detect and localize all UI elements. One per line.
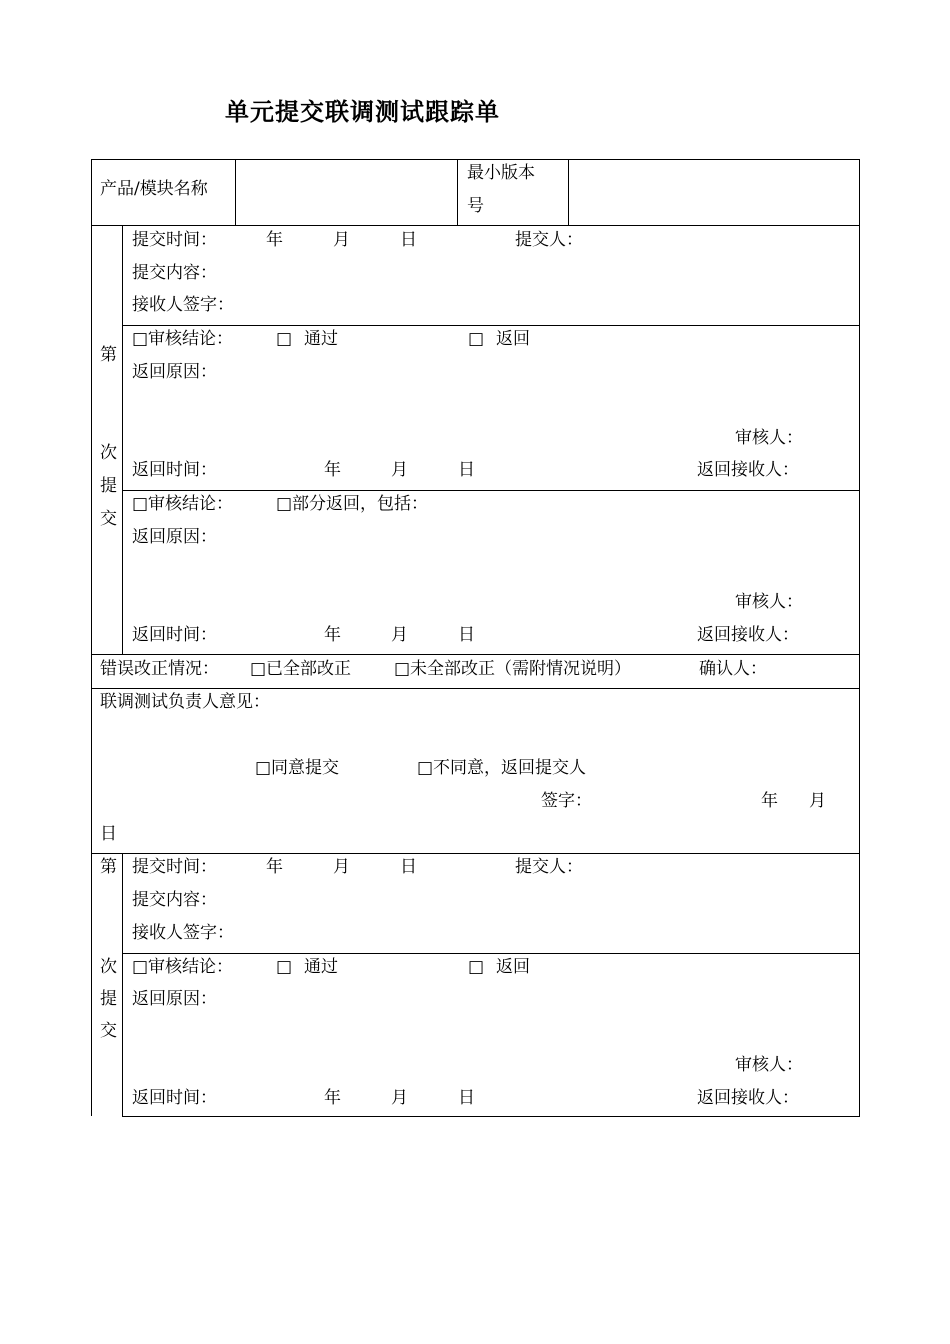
row-divider (122, 953, 860, 954)
submit-time-label: 提交时间： (132, 230, 217, 250)
side-label-jiao: 交 (100, 509, 117, 529)
receiver-sign-label: 接收人签字： (132, 295, 234, 315)
table-border-bottom (122, 1116, 860, 1117)
return-label: 返回 (496, 329, 530, 349)
sign-label: 签字： (541, 791, 592, 811)
row-divider (91, 225, 860, 226)
side-column-divider (122, 225, 123, 654)
product-module-field[interactable] (240, 163, 452, 221)
receiver-sign-label: 接收人签字： (132, 923, 234, 943)
return-month: 月 (391, 625, 408, 645)
submit-time-label: 提交时间： (132, 857, 217, 877)
version-label-cont: 号 (467, 196, 484, 216)
pass-label: 通过 (304, 957, 338, 977)
row-divider (91, 688, 860, 689)
review-conclusion-checkbox[interactable]: □审核结论： (132, 329, 234, 349)
return-day: 日 (458, 460, 475, 480)
return-receiver-label: 返回接收人： (697, 1088, 799, 1108)
return-checkbox[interactable]: □ (468, 329, 485, 349)
opinion-year: 年 (761, 791, 778, 811)
pass-label: 通过 (304, 329, 338, 349)
submit-month: 月 (333, 857, 350, 877)
return-year: 年 (324, 460, 341, 480)
review-conclusion-checkbox[interactable]: □审核结论： (132, 957, 234, 977)
side-label-di: 第 (100, 345, 117, 365)
pass-checkbox[interactable]: □ (276, 957, 293, 977)
side-label-di: 第 (100, 857, 117, 877)
return-time-label: 返回时间： (132, 460, 217, 480)
row-divider (122, 490, 860, 491)
side-label-ci: 次 (100, 443, 117, 463)
row-divider (91, 853, 860, 854)
reviewer-label: 审核人： (735, 428, 803, 448)
return-day: 日 (458, 1088, 475, 1108)
return-receiver-label: 返回接收人： (697, 625, 799, 645)
return-time-label: 返回时间： (132, 1088, 217, 1108)
row-divider (122, 325, 860, 326)
side-label-jiao: 交 (100, 1021, 117, 1041)
side-label-ci: 次 (100, 957, 117, 977)
agree-checkbox[interactable]: □同意提交 (255, 758, 340, 778)
return-month: 月 (391, 1088, 408, 1108)
table-border-right (859, 159, 860, 1117)
version-field[interactable] (573, 163, 853, 221)
version-label: 最小版本 (467, 163, 535, 183)
not-all-fixed-checkbox[interactable]: □未全部改正（需附情况说明） (394, 659, 632, 679)
opinion-day: 日 (100, 824, 117, 844)
pass-checkbox[interactable]: □ (276, 329, 293, 349)
confirmer-label: 确认人： (699, 659, 767, 679)
product-module-label: 产品/模块名称 (100, 179, 208, 199)
submit-year: 年 (266, 857, 283, 877)
side-label-ti: 提 (100, 989, 117, 1009)
opinion-month: 月 (809, 791, 826, 811)
side-label-ti: 提 (100, 476, 117, 496)
return-reason-label: 返回原因： (132, 989, 217, 1009)
return-label: 返回 (496, 957, 530, 977)
row-divider (91, 654, 860, 655)
return-year: 年 (324, 625, 341, 645)
return-month: 月 (391, 460, 408, 480)
disagree-checkbox[interactable]: □不同意，返回提交人 (417, 758, 587, 778)
reviewer-label: 审核人： (735, 592, 803, 612)
submit-day: 日 (400, 230, 417, 250)
correction-label: 错误改正情况： (100, 659, 219, 679)
review-conclusion-checkbox[interactable]: □审核结论： (132, 494, 234, 514)
return-time-label: 返回时间： (132, 625, 217, 645)
submitter-label: 提交人： (515, 230, 583, 250)
submit-day: 日 (400, 857, 417, 877)
submit-month: 月 (333, 230, 350, 250)
return-year: 年 (324, 1088, 341, 1108)
all-fixed-checkbox[interactable]: □已全部改正 (250, 659, 352, 679)
return-checkbox[interactable]: □ (468, 957, 485, 977)
header-divider (568, 159, 569, 225)
reviewer-label: 审核人： (735, 1055, 803, 1075)
header-divider (457, 159, 458, 225)
return-reason-label: 返回原因： (132, 527, 217, 547)
table-border-left (91, 159, 92, 1116)
table-border-top (91, 159, 860, 160)
return-day: 日 (458, 625, 475, 645)
partial-return-checkbox[interactable]: □部分返回，包括： (276, 494, 429, 514)
return-receiver-label: 返回接收人： (697, 460, 799, 480)
submitter-label: 提交人： (515, 857, 583, 877)
submit-content-label: 提交内容： (132, 263, 217, 283)
submit-content-label: 提交内容： (132, 890, 217, 910)
opinion-label: 联调测试负责人意见： (100, 692, 270, 712)
side-column-divider (122, 853, 123, 1117)
page-title: 单元提交联调测试跟踪单 (225, 98, 500, 126)
header-divider (235, 159, 236, 225)
submit-year: 年 (266, 230, 283, 250)
return-reason-label: 返回原因： (132, 362, 217, 382)
